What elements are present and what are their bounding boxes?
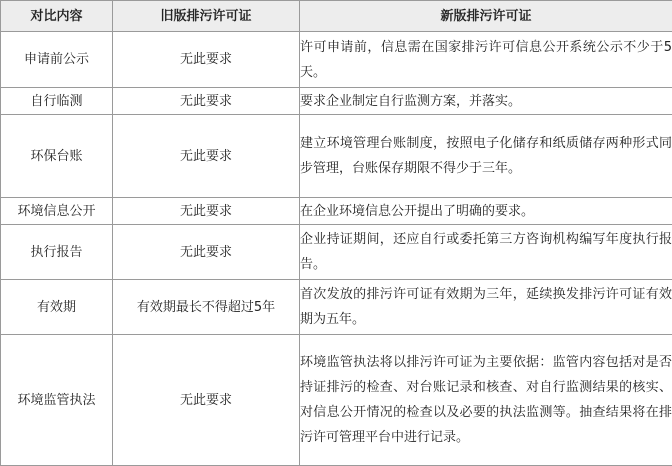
header-row: [1, 1, 672, 32]
row-item: 有效期: [1, 280, 113, 335]
row-old: 无此要求: [113, 88, 300, 115]
row-item: 执行报告: [1, 225, 113, 280]
row-item: 环境监管执法: [1, 335, 113, 466]
row-old: 有效期最长不得超过5年: [113, 280, 300, 335]
table-row: [1, 225, 672, 280]
row-new: 建立环境管理台账制度，按照电子化储存和纸质储存两种形式同步管理，台账保存期限不得少于三年。: [300, 115, 672, 198]
row-new: 企业持证期间，还应自行或委托第三方咨询机构编写年度执行报告。: [300, 225, 672, 280]
header-new-permit: 新版排污许可证: [300, 1, 672, 32]
row-item: 自行临测: [1, 88, 113, 115]
row-new: 要求企业制定自行监测方案，并落实。: [300, 88, 672, 115]
table-row: [1, 280, 672, 335]
row-old: 无此要求: [113, 115, 300, 198]
row-item: 申请前公示: [1, 32, 113, 88]
table-row: [1, 32, 672, 88]
row-item: 环保台账: [1, 115, 113, 198]
table-row: [1, 88, 672, 115]
table-row: [1, 198, 672, 225]
row-new: 环境监管执法将以排污许可证为主要依据：监管内容包括对是否持证排污的检查、对台账记录和核查、对自行监测结果的核实、对信息公开情况的检查以及必要的执法监测等。抽查结果将在排污许可管理平台中进行记录。: [300, 335, 672, 466]
row-old: 无此要求: [113, 335, 300, 466]
header-item: 对比内容: [1, 1, 113, 32]
table-row: [1, 335, 672, 466]
header-old-permit: 旧版排污许可证: [113, 1, 300, 32]
row-new: 首次发放的排污许可证有效期为三年，延续换发排污许可证有效期为五年。: [300, 280, 672, 335]
row-item: 环境信息公开: [1, 198, 113, 225]
row-old: 无此要求: [113, 32, 300, 88]
table-row: [1, 115, 672, 198]
row-old: 无此要求: [113, 198, 300, 225]
row-old: 无此要求: [113, 225, 300, 280]
row-new: 在企业环境信息公开提出了明确的要求。: [300, 198, 672, 225]
row-new: 许可申请前，信息需在国家排污许可信息公开系统公示不少于5天。: [300, 32, 672, 88]
